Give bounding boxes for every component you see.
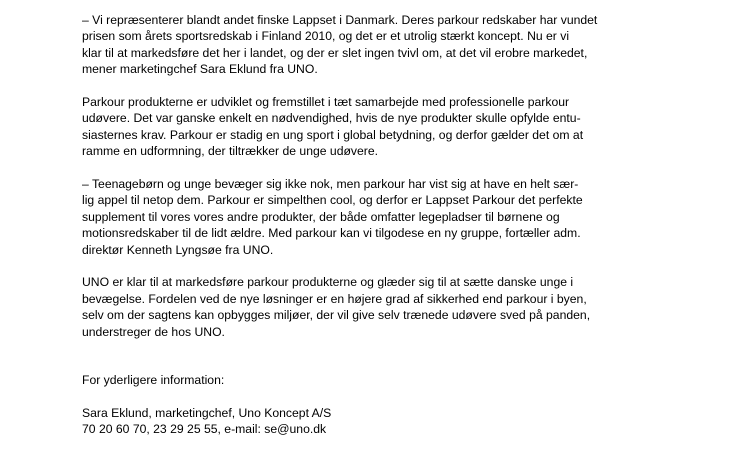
paragraph-1 (82, 12, 722, 78)
contact-phone-email-line: 70 20 60 70, 23 29 25 55, e-mail: se@uno.dk (82, 422, 327, 437)
paragraph-line: – Vi repræsenterer blandt andet finske Lappset i Danmark. Deres parkour redskaber har vundet (82, 13, 598, 27)
paragraph-line: UNO er klar til at markedsføre parkour produkterne og glæder sig til at sætte danske unge i (82, 275, 574, 290)
paragraph-line: Parkour produkterne er udviklet og fremstillet i tæt samarbejde med professionelle parkour (82, 95, 570, 110)
paragraph-3 (82, 176, 722, 258)
paragraph-line: – Teenagebørn og unge bevæger sig ikke nok, men parkour har vist sig at have en helt sær- (82, 177, 579, 192)
document-body (82, 12, 722, 454)
contact-name-line: Sara Eklund, marketingchef, Uno Koncept A/S (82, 405, 332, 420)
paragraph-line: lig appel til netop dem. Parkour er simpelthen cool, og derfor er Lappset Parkour det perfekte (82, 193, 583, 208)
paragraph-line: klar til at markedsføre det her i landet, og der er slet ingen tvivl om, at det vil erobre markedet, (82, 45, 588, 60)
contact-block (82, 405, 722, 438)
paragraph-line: understreger de hos UNO. (82, 324, 225, 339)
paragraph-line: selv om der sagtens kan opbygges miljøer, der vil give selv trænede udøvere sved på panden, (82, 308, 591, 323)
paragraph-line: supplement til vores vores andre produkter, der både omfatter legepladser til børnene og (82, 209, 560, 224)
paragraph-line: bevægelse. Fordelen ved de nye løsninger er en højere grad af sikkerhed end parkour i byen, (82, 291, 587, 306)
paragraph-line: ramme en udformning, der tiltrækker de unge udøvere. (82, 144, 379, 159)
paragraph-line: motionsredskaber til de lidt ældre. Med parkour kan vi tilgodese en ny gruppe, fortæller adm. (82, 226, 581, 241)
paragraph-line: prisen som årets sportsredskab i Finland 2010, og det er et utrolig stærkt koncept. Nu er vi (82, 29, 570, 44)
paragraph-2 (82, 94, 722, 160)
contact-heading-block (82, 372, 722, 388)
paragraph-line: udøvere. Det var ganske enkelt en nødvendighed, hvis de nye produkter skulle opfylde entu- (82, 111, 581, 126)
paragraph-line: siasternes krav. Parkour er stadig en ung sport i global betydning, og derfor gælder det om at (82, 127, 584, 142)
paragraph-line: mener marketingchef Sara Eklund fra UNO. (82, 62, 318, 77)
paragraph-line: direktør Kenneth Lyngsøe fra UNO. (82, 242, 274, 257)
contact-heading: For yderligere information: (82, 373, 225, 388)
paragraph-4 (82, 274, 722, 340)
